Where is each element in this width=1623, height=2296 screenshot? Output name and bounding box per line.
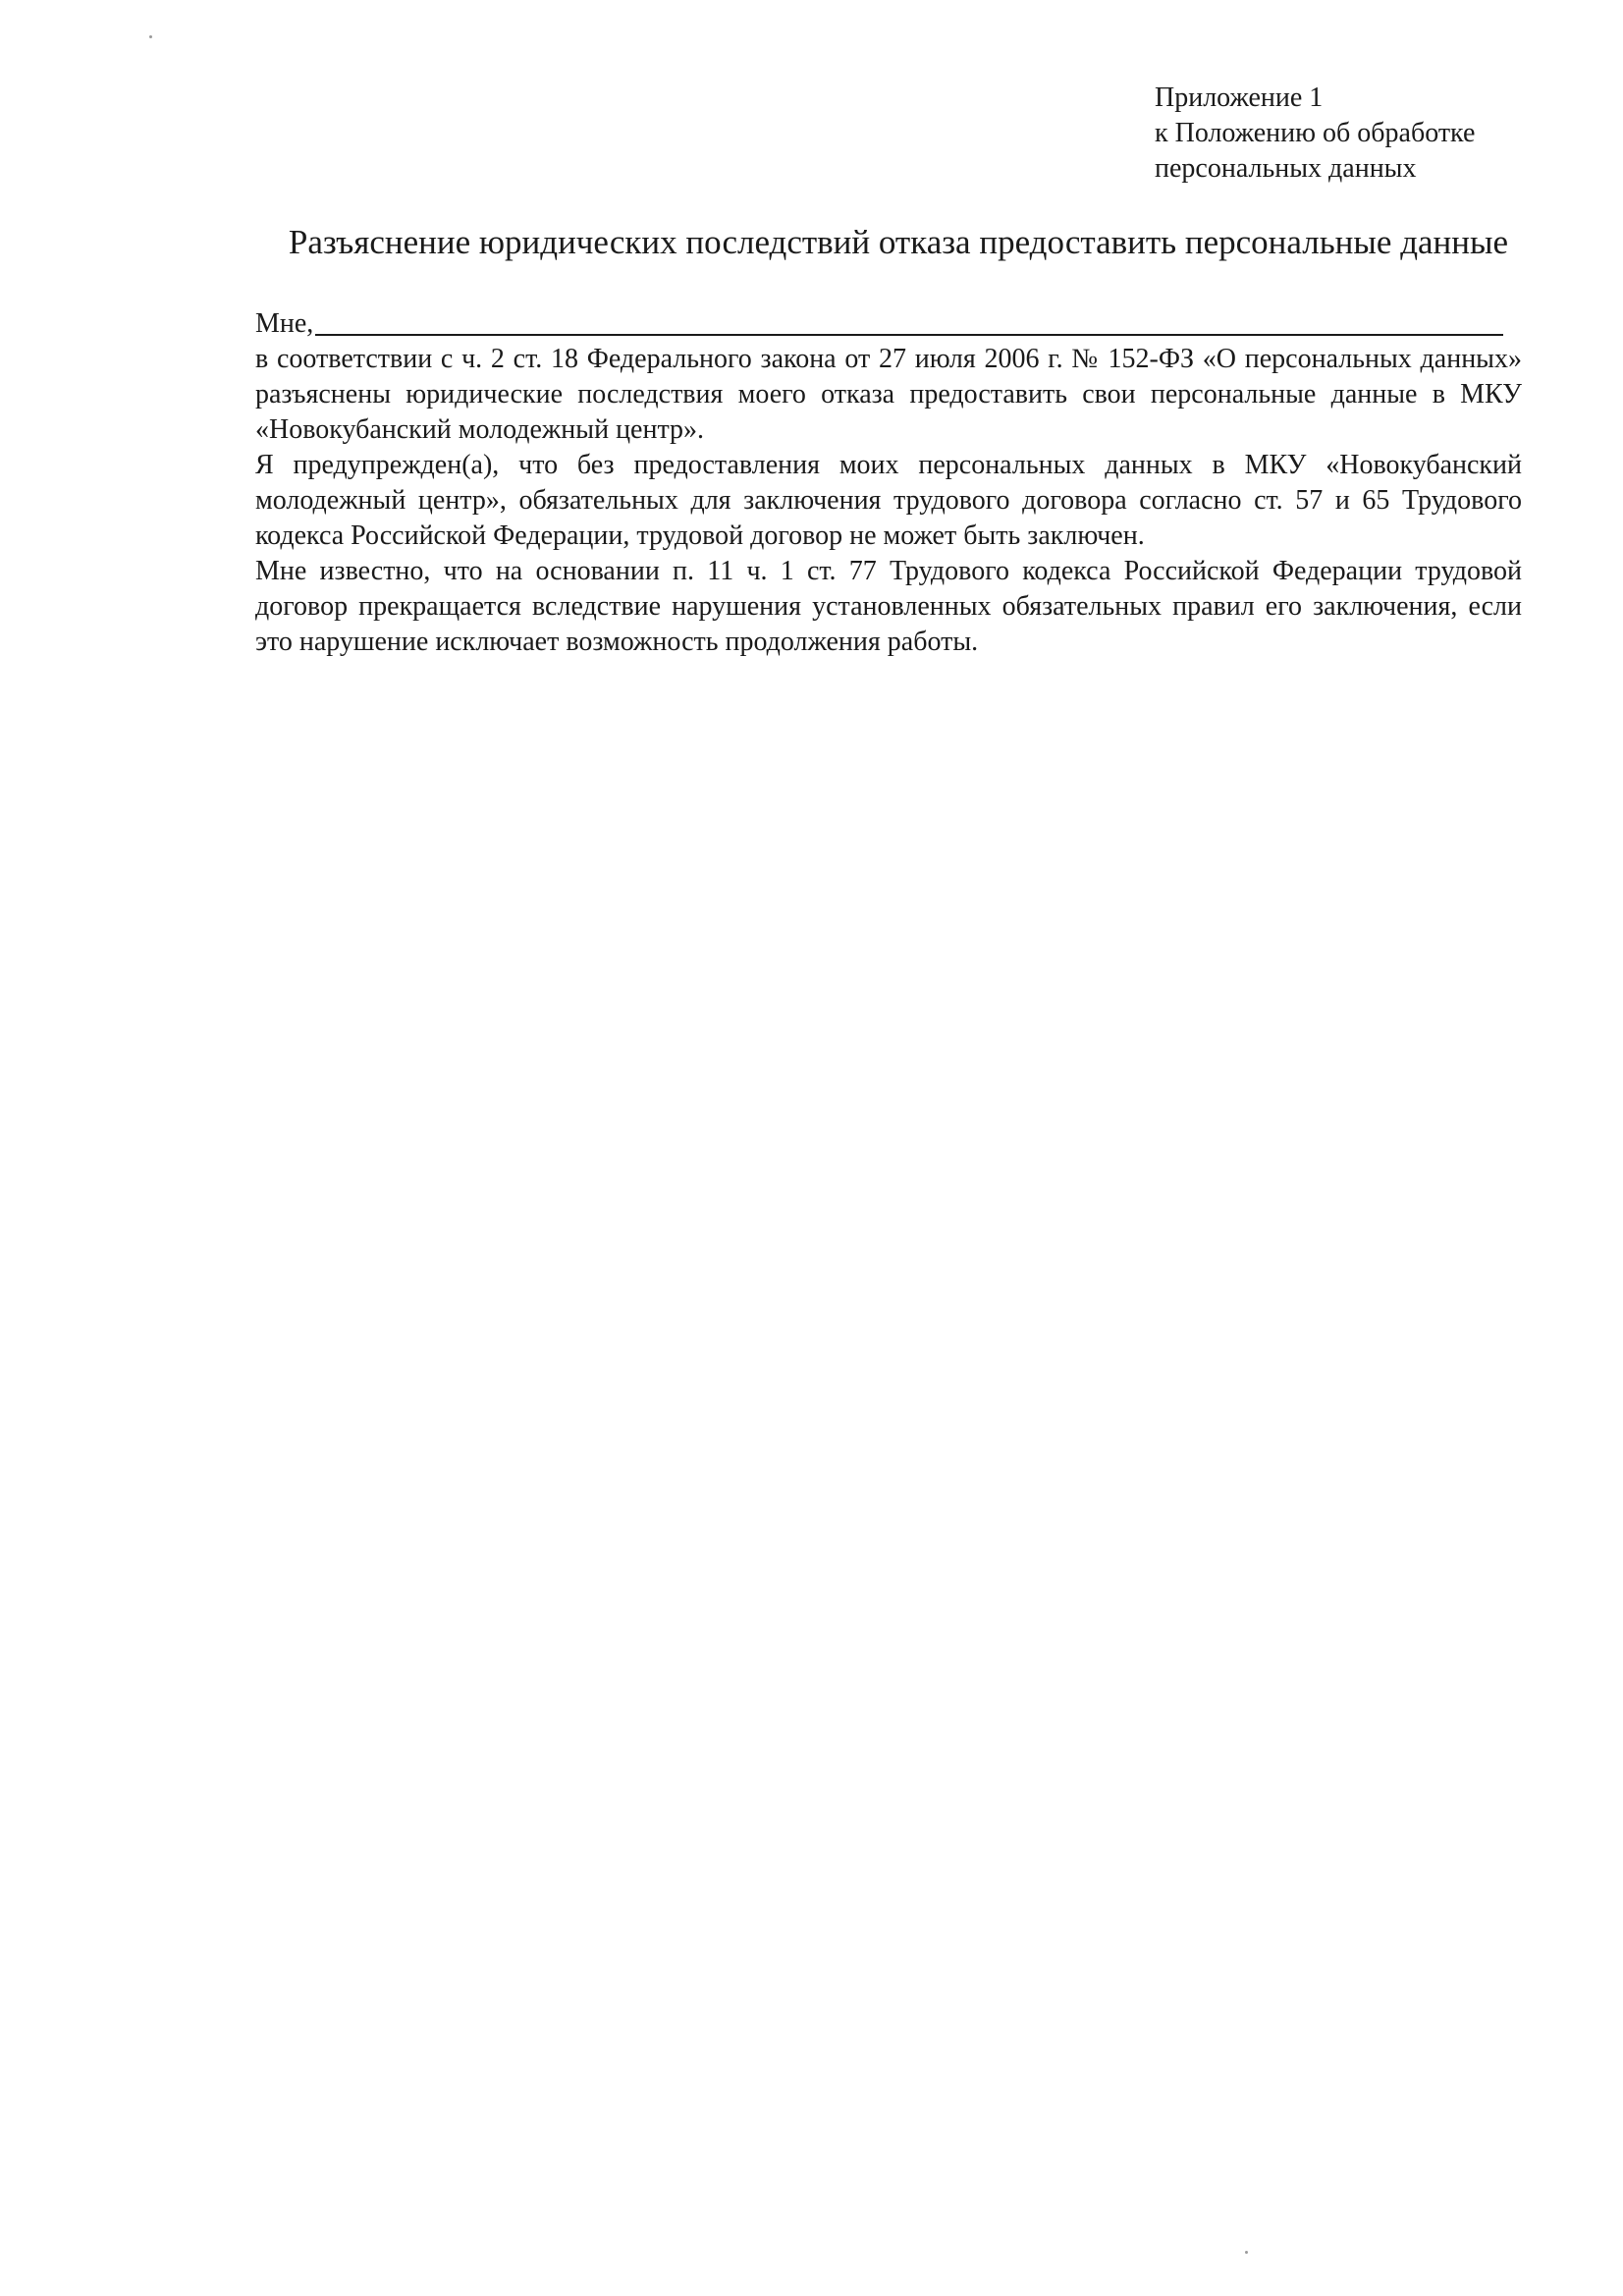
appendix-line: Приложение 1 xyxy=(1155,82,1324,113)
document-body xyxy=(255,306,1522,660)
document-title: Разъяснение юридических последствий отказа предоставить персональные данные xyxy=(288,223,1509,261)
recipient-name-blank[interactable] xyxy=(315,334,1503,336)
recipient-label: Мне, xyxy=(255,308,314,339)
scan-speck xyxy=(149,35,152,38)
scan-speck xyxy=(1245,2251,1248,2254)
paragraph: в соответствии с ч. 2 ст. 18 Федерального закона от 27 июля 2006 г. № 152-ФЗ «О персональных данных» разъяснены юридические последствия моего отказа предоставить свои персональные данные в МКУ «Новокубанский молодежный центр». xyxy=(255,344,1522,445)
paragraph: Мне известно, что на основании п. 11 ч. 1 ст. 77 Трудового кодекса Российской Федерации трудовой договор прекращается вследствие нарушения установленных обязательных правил его заключения, если это нарушение исключает возможность продолжения работы. xyxy=(255,556,1522,657)
appendix-reference xyxy=(1155,81,1567,187)
paragraph: Я предупрежден(а), что без предоставления моих персональных данных в МКУ «Новокубанский молодежный центр», обязательных для заключения трудового договора согласно ст. 57 и 65 Трудового кодекса Российской Федерации, трудовой договор не может быть заключен. xyxy=(255,450,1522,551)
recipient-row xyxy=(255,306,1522,342)
appendix-line: персональных данных xyxy=(1155,153,1417,184)
appendix-line: к Положению об обработке xyxy=(1155,118,1476,148)
